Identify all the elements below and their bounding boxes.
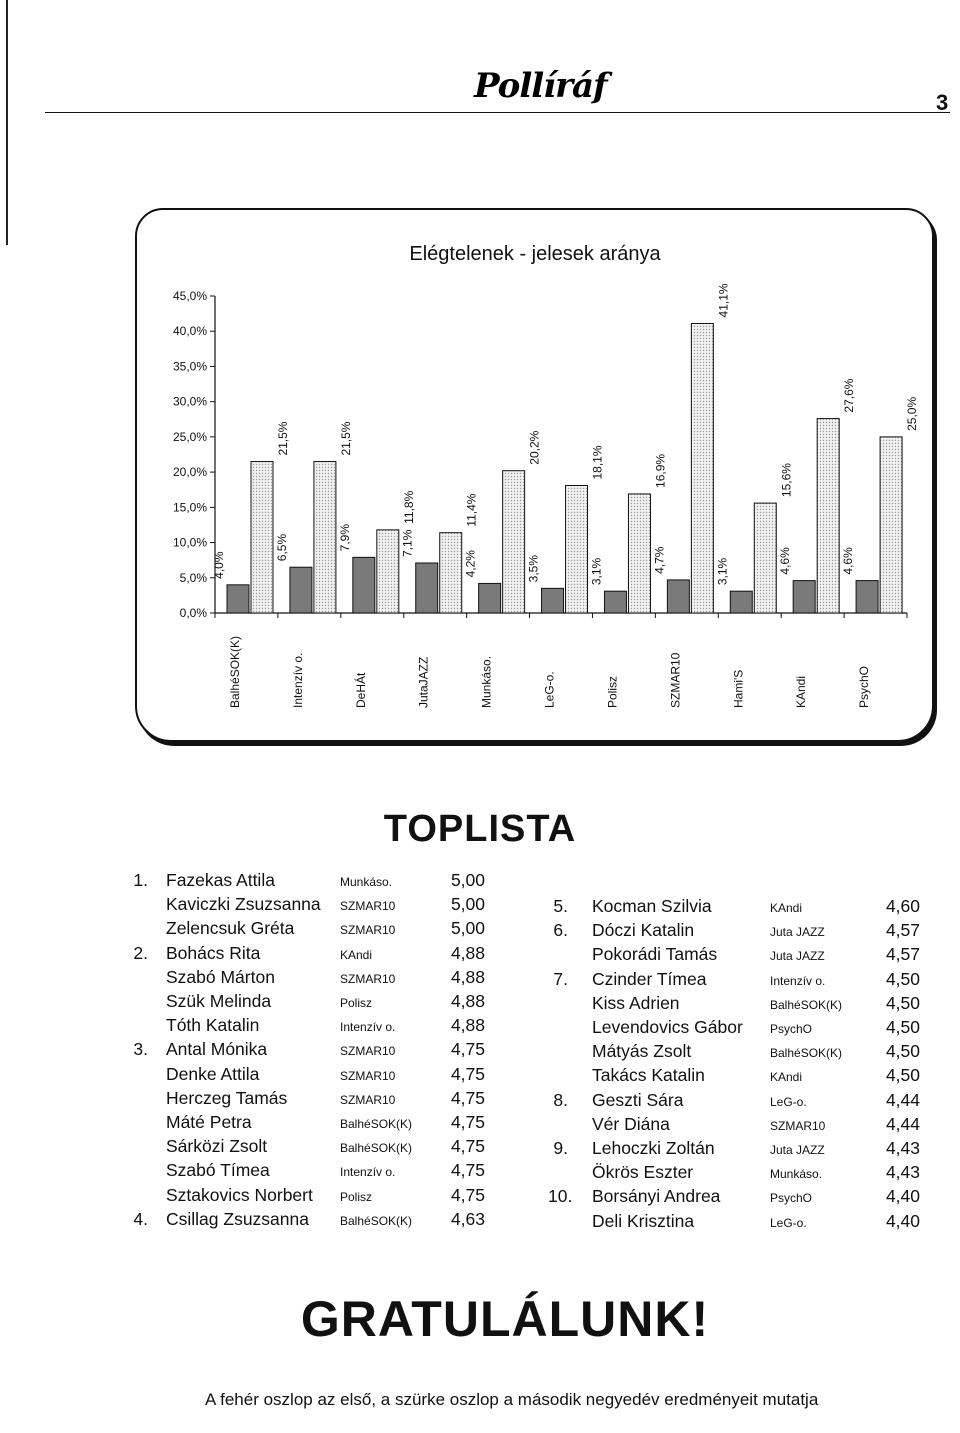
rank-number: 8. bbox=[553, 1089, 568, 1110]
y-tick-label: 15,0% bbox=[172, 500, 207, 515]
student-name: Geszti Sára bbox=[592, 1089, 684, 1110]
class-name: Juta JAZZ bbox=[770, 1143, 825, 1157]
data-label-second-quarter: 6,5% bbox=[274, 533, 289, 562]
bar-second-quarter bbox=[227, 585, 249, 613]
average-score: 4,88 bbox=[450, 942, 485, 963]
class-name: SZMAR10 bbox=[340, 1092, 396, 1107]
bar-first-quarter bbox=[440, 533, 462, 613]
category-label: JutaJAZZ bbox=[416, 656, 431, 708]
rank-number: 1. bbox=[133, 870, 148, 890]
data-label-first-quarter: 21,5% bbox=[338, 421, 353, 456]
category-label: PsychO bbox=[857, 665, 872, 708]
toplist-row bbox=[548, 1211, 928, 1235]
toplist-title: TOPLISTA bbox=[383, 808, 577, 850]
y-tick-label: 35,0% bbox=[172, 359, 207, 374]
class-name: SZMAR10 bbox=[340, 1068, 396, 1083]
bar-first-quarter bbox=[817, 419, 839, 613]
student-name: Fazekas Attila bbox=[166, 870, 275, 890]
average-score: 4,75 bbox=[450, 1112, 485, 1132]
class-name: PsychO bbox=[770, 1022, 813, 1036]
toplist-row bbox=[548, 1186, 928, 1210]
bar-second-quarter bbox=[542, 588, 564, 613]
toplist-row bbox=[128, 1209, 498, 1233]
student-name: Szabó Tímea bbox=[166, 1160, 270, 1181]
student-name: Vér Diána bbox=[592, 1113, 670, 1134]
newspaper-logo: Pollíráf bbox=[474, 66, 607, 106]
class-name: Munkáso. bbox=[770, 1167, 823, 1182]
category-label: KAndi bbox=[794, 675, 809, 708]
average-score: 4,75 bbox=[450, 1160, 485, 1181]
toplist-row bbox=[128, 894, 498, 918]
average-score: 4,43 bbox=[885, 1138, 920, 1158]
category-label: LeG-o. bbox=[542, 671, 557, 708]
toplist-row bbox=[548, 1162, 928, 1186]
average-score: 4,57 bbox=[885, 944, 920, 965]
toplist-row bbox=[128, 1160, 498, 1184]
toplist-row bbox=[128, 918, 498, 942]
bar-first-quarter bbox=[691, 323, 713, 613]
data-label-first-quarter: 21,5% bbox=[276, 421, 290, 456]
average-score: 4,75 bbox=[450, 1184, 485, 1205]
rank-number: 9. bbox=[553, 1138, 568, 1158]
data-label-first-quarter: 11,8% bbox=[401, 490, 416, 524]
average-score: 5,00 bbox=[450, 894, 485, 915]
y-tick-label: 0,0% bbox=[179, 606, 207, 620]
bar-first-quarter bbox=[628, 494, 650, 613]
student-name: Pokorádi Tamás bbox=[592, 944, 718, 965]
toplist-row bbox=[548, 1017, 928, 1041]
toplist-row bbox=[128, 870, 498, 894]
toplist-row bbox=[548, 1041, 928, 1065]
student-name: Máté Petra bbox=[166, 1112, 252, 1132]
class-name: SZMAR10 bbox=[340, 1044, 396, 1059]
data-label-second-quarter: 3,5% bbox=[526, 554, 541, 583]
class-name: BalhéSOK(K) bbox=[340, 1141, 413, 1156]
toplist-row bbox=[548, 1138, 928, 1162]
data-label-second-quarter: 4,6% bbox=[778, 547, 793, 575]
student-name: Ökrös Eszter bbox=[592, 1162, 694, 1183]
rank-number: 10. bbox=[548, 1186, 573, 1207]
average-score: 4,50 bbox=[885, 992, 920, 1013]
toplist-row bbox=[128, 1136, 498, 1160]
class-name: Polisz bbox=[340, 996, 373, 1010]
bar-second-quarter bbox=[793, 581, 815, 613]
category-label: DeHÁt bbox=[353, 672, 368, 708]
y-tick-label: 10,0% bbox=[172, 535, 207, 550]
class-name: Munkáso. bbox=[340, 875, 393, 889]
bar-first-quarter bbox=[503, 471, 525, 613]
student-name: Zelencsuk Gréta bbox=[166, 918, 295, 939]
student-name: Sárközi Zsolt bbox=[166, 1136, 268, 1157]
class-name: PsychO bbox=[770, 1191, 813, 1206]
toplist-row bbox=[128, 1064, 498, 1088]
class-name: Juta JAZZ bbox=[770, 925, 825, 940]
student-name: Borsányi Andrea bbox=[592, 1186, 721, 1207]
average-score: 4,60 bbox=[885, 896, 920, 916]
data-label-second-quarter: 3,1% bbox=[589, 557, 604, 586]
average-score: 4,75 bbox=[450, 1136, 485, 1157]
data-label-first-quarter: 20,2% bbox=[527, 430, 542, 465]
data-label-first-quarter: 25,0% bbox=[905, 396, 920, 431]
toplist-row bbox=[548, 1090, 928, 1114]
average-score: 4,63 bbox=[450, 1208, 485, 1229]
bar-second-quarter bbox=[604, 591, 626, 613]
data-label-second-quarter: 3,1% bbox=[715, 557, 730, 586]
bar-first-quarter bbox=[314, 462, 336, 613]
bar-first-quarter bbox=[566, 485, 588, 613]
data-label-first-quarter: 18,1% bbox=[590, 445, 605, 480]
student-name: Levendovics Gábor bbox=[592, 1017, 743, 1037]
student-name: Lehoczki Zoltán bbox=[592, 1138, 715, 1158]
class-name: Intenzív o. bbox=[340, 1020, 396, 1035]
class-name: SZMAR10 bbox=[340, 923, 396, 938]
data-label-second-quarter: 7,1% bbox=[400, 529, 415, 557]
student-name: Czinder Tímea bbox=[592, 968, 707, 989]
data-label-first-quarter: 27,6% bbox=[842, 378, 857, 413]
student-name: Bohács Rita bbox=[166, 942, 261, 963]
header-rule bbox=[45, 112, 950, 113]
class-name: LeG-o. bbox=[770, 1215, 807, 1230]
average-score: 5,00 bbox=[450, 870, 485, 890]
student-name: Csillag Zsuzsanna bbox=[166, 1208, 309, 1229]
toplist-row bbox=[128, 991, 498, 1015]
congratulations-headline: GRATULÁLUNK! bbox=[300, 1291, 710, 1347]
toplist-row bbox=[128, 1112, 498, 1136]
rank-number: 6. bbox=[553, 920, 568, 941]
category-label: Munkáso. bbox=[479, 655, 494, 708]
y-tick-label: 25,0% bbox=[172, 429, 207, 444]
toplist-row bbox=[128, 1088, 498, 1112]
student-name: Dóczi Katalin bbox=[592, 920, 695, 941]
data-label-second-quarter: 4,6% bbox=[841, 547, 856, 575]
class-name: KAndi bbox=[770, 1070, 803, 1085]
y-tick-label: 45,0% bbox=[172, 289, 207, 303]
average-score: 4,75 bbox=[450, 1087, 485, 1108]
bar-first-quarter bbox=[377, 530, 399, 613]
y-tick-label: 40,0% bbox=[172, 324, 207, 339]
student-name: Mátyás Zsolt bbox=[592, 1041, 692, 1062]
rank-number: 2. bbox=[133, 942, 148, 963]
bar-second-quarter bbox=[290, 567, 312, 613]
average-score: 4,40 bbox=[885, 1186, 920, 1207]
class-name: BalhéSOK(K) bbox=[340, 1117, 413, 1131]
data-label-first-quarter: 16,9% bbox=[653, 453, 668, 488]
y-tick-label: 20,0% bbox=[172, 465, 207, 480]
rank-number: 5. bbox=[553, 896, 568, 916]
class-name: LeG-o. bbox=[770, 1094, 807, 1109]
student-name: Szabó Márton bbox=[166, 966, 275, 987]
class-name: KAndi bbox=[340, 947, 373, 962]
class-name: Intenzív o. bbox=[340, 1165, 396, 1180]
average-score: 4,75 bbox=[450, 1063, 485, 1084]
average-score: 4,44 bbox=[885, 1113, 920, 1134]
class-name: BalhéSOK(K) bbox=[770, 997, 843, 1012]
student-name: Herczeg Tamás bbox=[166, 1087, 288, 1108]
toplist-row bbox=[128, 1015, 498, 1039]
bar-first-quarter bbox=[880, 437, 902, 613]
toplist-row bbox=[128, 1039, 498, 1063]
student-name: Szük Melinda bbox=[166, 991, 272, 1011]
bar-second-quarter bbox=[353, 557, 375, 613]
class-name: BalhéSOK(K) bbox=[340, 1213, 413, 1228]
student-name: Kiss Adrien bbox=[592, 992, 680, 1013]
toplist-row bbox=[548, 969, 928, 993]
category-label: Hami'S bbox=[731, 669, 746, 708]
toplist-row bbox=[548, 1114, 928, 1138]
average-score: 4,44 bbox=[885, 1089, 920, 1110]
data-label-second-quarter: 4,2% bbox=[463, 550, 478, 578]
page-number: 3 bbox=[936, 90, 949, 115]
average-score: 5,00 bbox=[450, 918, 485, 939]
class-name: Juta JAZZ bbox=[770, 949, 825, 964]
toplist-row bbox=[548, 896, 928, 920]
average-score: 4,43 bbox=[885, 1162, 920, 1183]
bar-second-quarter bbox=[667, 580, 689, 613]
chart-footnote: A fehér oszlop az első, a szürke oszlop a második negyedév eredményeit mutatja bbox=[205, 1390, 819, 1409]
student-name: Antal Mónika bbox=[166, 1039, 268, 1060]
class-name: Polisz bbox=[340, 1189, 373, 1204]
data-label-second-quarter: 4,7% bbox=[652, 546, 667, 574]
data-label-second-quarter: 7,9% bbox=[337, 523, 352, 552]
toplist-row bbox=[128, 943, 498, 967]
student-name: Sztakovics Norbert bbox=[166, 1184, 313, 1205]
class-name: SZMAR10 bbox=[770, 1118, 826, 1133]
average-score: 4,50 bbox=[885, 1041, 920, 1062]
y-tick-label: 5,0% bbox=[179, 570, 207, 585]
category-label: Intenzív o. bbox=[290, 652, 305, 708]
average-score: 4,88 bbox=[450, 1015, 485, 1036]
class-name: BalhéSOK(K) bbox=[770, 1046, 843, 1061]
data-label-first-quarter: 15,6% bbox=[779, 463, 794, 498]
toplist-row bbox=[548, 1065, 928, 1089]
average-score: 4,50 bbox=[885, 968, 920, 989]
class-name: KAndi bbox=[770, 901, 803, 915]
rank-number: 3. bbox=[133, 1039, 148, 1060]
average-score: 4,57 bbox=[885, 920, 920, 941]
class-name: Intenzív o. bbox=[770, 973, 826, 988]
category-label: Polisz bbox=[605, 675, 620, 708]
data-label-first-quarter: 41,1% bbox=[716, 283, 731, 318]
toplist-row bbox=[128, 1185, 498, 1209]
page-edge-line bbox=[6, 0, 8, 245]
toplist-row bbox=[548, 993, 928, 1017]
average-score: 4,40 bbox=[885, 1210, 920, 1231]
bar-second-quarter bbox=[730, 591, 752, 613]
bar-first-quarter bbox=[251, 462, 273, 613]
bar-second-quarter bbox=[416, 563, 438, 613]
toplist-row bbox=[548, 920, 928, 944]
chart-title: Elégtelenek - jelesek aránya bbox=[409, 243, 661, 265]
average-score: 4,75 bbox=[450, 1039, 485, 1060]
rank-number: 7. bbox=[553, 968, 568, 989]
toplist-row bbox=[128, 967, 498, 991]
bar-second-quarter bbox=[856, 581, 878, 613]
class-name: SZMAR10 bbox=[340, 899, 396, 914]
student-name: Deli Krisztina bbox=[592, 1210, 695, 1231]
class-name: SZMAR10 bbox=[340, 971, 396, 986]
data-label-second-quarter: 4,0% bbox=[212, 551, 226, 579]
student-name: Takács Katalin bbox=[592, 1065, 705, 1086]
y-tick-label: 30,0% bbox=[172, 394, 207, 409]
average-score: 4,50 bbox=[885, 1065, 920, 1086]
student-name: Kaviczki Zsuzsanna bbox=[166, 894, 321, 915]
student-name: Kocman Szilvia bbox=[592, 896, 712, 916]
student-name: Denke Attila bbox=[166, 1063, 260, 1084]
category-label: SZMAR10 bbox=[668, 652, 683, 708]
bar-first-quarter bbox=[754, 503, 776, 613]
toplist-row bbox=[548, 944, 928, 968]
bar-second-quarter bbox=[479, 583, 501, 613]
average-score: 4,50 bbox=[885, 1017, 920, 1037]
rank-number: 4. bbox=[133, 1208, 148, 1229]
average-score: 4,88 bbox=[450, 991, 485, 1011]
bar-chart bbox=[135, 208, 930, 738]
category-label: BalhéSOK(K) bbox=[228, 635, 242, 708]
student-name: Tóth Katalin bbox=[166, 1015, 260, 1036]
data-label-first-quarter: 11,4% bbox=[464, 493, 479, 527]
average-score: 4,88 bbox=[450, 966, 485, 987]
